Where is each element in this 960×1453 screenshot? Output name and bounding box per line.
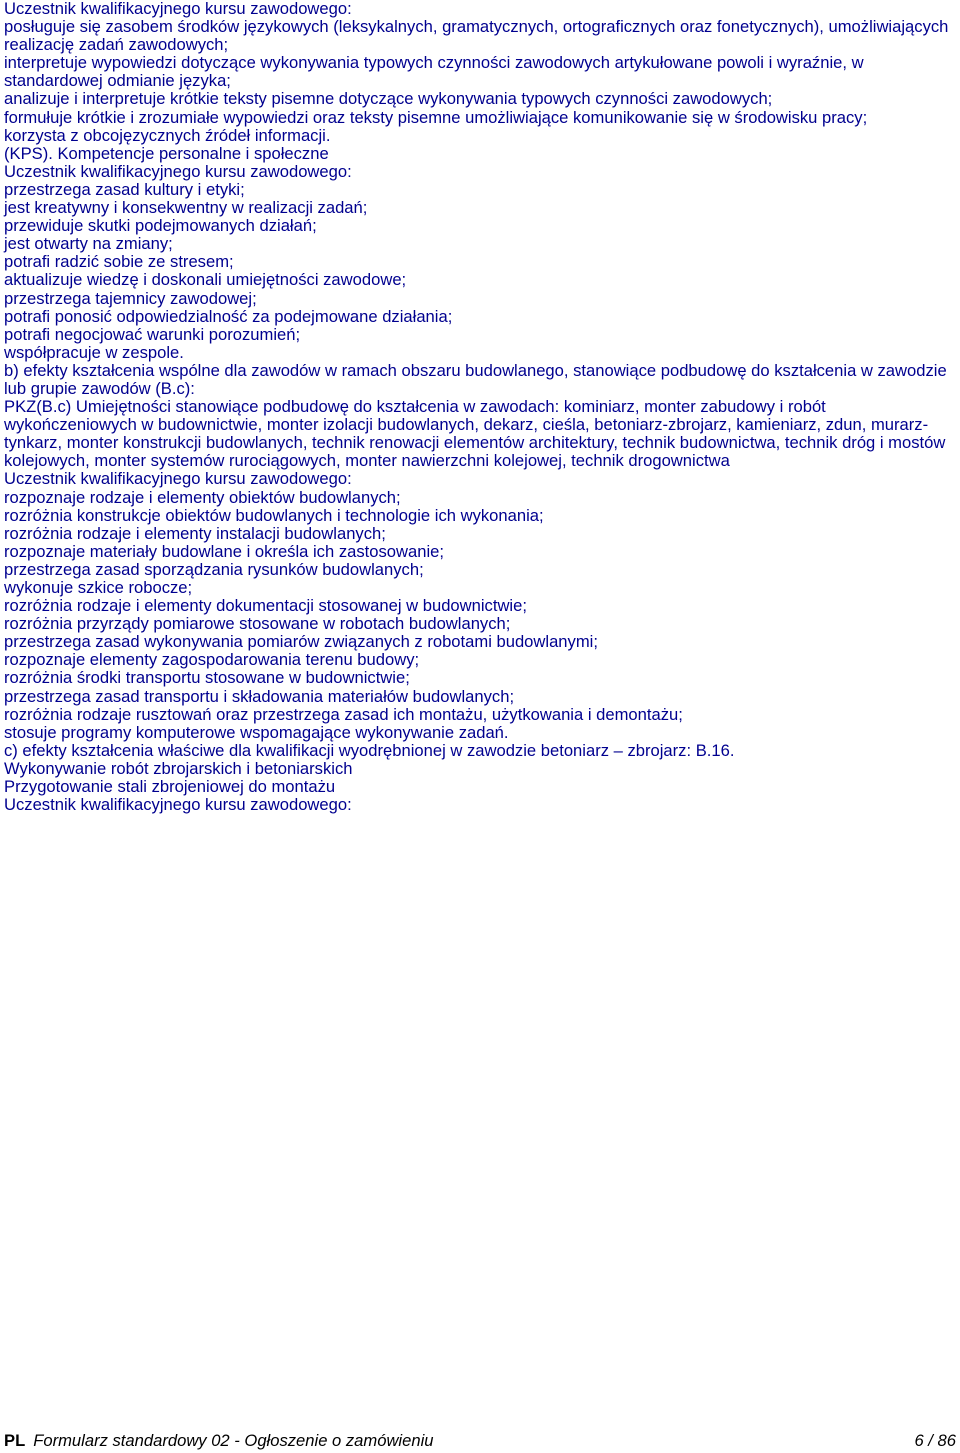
text-line: rozróżnia środki transportu stosowane w budownictwie; [4, 668, 410, 688]
text-line: interpretuje wypowiedzi dotyczące wykonywania typowych czynności zawodowych artykułowane powoli i wyraźnie, w standardowej odmianie języka; [4, 53, 864, 91]
text-line: stosuje programy komputerowe wspomagające wykonywanie zadań. [4, 722, 509, 742]
text-line: rozpoznaje materiały budowlane i określa ich zastosowanie; [4, 541, 444, 561]
text-line: przestrzega zasad transportu i składowania materiałów budowlanych; [4, 686, 515, 706]
text-line: korzysta z obcojęzycznych źródeł informacji. [4, 125, 331, 145]
text-line: rozróżnia konstrukcje obiektów budowlanych i technologie ich wykonania; [4, 505, 544, 525]
document-body [4, 0, 954, 814]
page-footer [4, 1431, 956, 1453]
text-line: analizuje i interpretuje krótkie teksty pisemne dotyczące wykonywania typowych czynności zawodowych; [4, 89, 773, 109]
text-line: jest otwarty na zmiany; [4, 234, 173, 254]
text-line: posługuje się zasobem środków językowych (leksykalnych, gramatycznych, ortograficznych oraz fonetycznych), umożliwiających realizację zadań zawodowych; [4, 17, 949, 55]
text-line: współpracuje w zespole. [4, 342, 184, 362]
text-line: Uczestnik kwalifikacyjnego kursu zawodowego: [4, 0, 352, 18]
text-line: przestrzega zasad wykonywania pomiarów związanych z robotami budowlanymi; [4, 632, 598, 652]
text-line: rozróżnia rodzaje rusztowań oraz przestrzega zasad ich montażu, użytkowania i demontażu; [4, 704, 683, 724]
text-line: rozróżnia rodzaje i elementy dokumentacji stosowanej w budownictwie; [4, 596, 527, 616]
section-heading: c) efekty kształcenia właściwe dla kwalifikacji wyodrębnionej w zawodzie betoniarz – zbrojarz: B.16. [4, 740, 735, 760]
text-line: przewiduje skutki podejmowanych działań; [4, 216, 317, 236]
section-heading: PKZ(B.c) Umiejętności stanowiące podbudowę do kształcenia w zawodach: kominiarz, monter zabudowy i robót wykończeniowych w budownictwie, monter izolacji budowlanych, dekarz, cieśla, betoniarz-zbrojarz, kamieniarz, zdun, murarz-tynkarz, monter konstrukcji budowlanych, technik renowacji elementów architektury, technik budownictwa, technik dróg i mostów kolejowych, monter systemów rurociągowych, monter nawierzchni kolejowej, technik drogownictwa [4, 397, 946, 471]
text-line: wykonuje szkice robocze; [4, 578, 193, 597]
text-line: potrafi negocjować warunki porozumień; [4, 324, 301, 344]
text-line: rozpoznaje rodzaje i elementy obiektów budowlanych; [4, 487, 401, 507]
section-heading: (KPS). Kompetencje personalne i społeczne [4, 143, 329, 163]
text-line: przestrzega tajemnicy zawodowej; [4, 288, 257, 308]
text-line: rozróżnia rodzaje i elementy instalacji budowlanych; [4, 523, 386, 543]
text-line: przestrzega zasad kultury i etyki; [4, 179, 245, 199]
language-code: PL [4, 1431, 26, 1450]
form-title: Formularz standardowy 02 - Ogłoszenie o zamówieniu [33, 1431, 434, 1450]
section-heading: Wykonywanie robót zbrojarskich i betoniarskich [4, 758, 353, 778]
text-line: formułuje krótkie i zrozumiałe wypowiedzi oraz teksty pisemne umożliwiające komunikowanie się w środowisku pracy; [4, 107, 868, 127]
text-line: potrafi radzić sobie ze stresem; [4, 252, 234, 272]
text-line: Uczestnik kwalifikacyjnego kursu zawodowego: [4, 795, 352, 815]
text-line: rozróżnia przyrządy pomiarowe stosowane w robotach budowlanych; [4, 614, 511, 634]
text-line: Uczestnik kwalifikacyjnego kursu zawodowego: [4, 469, 352, 489]
section-heading: Przygotowanie stali zbrojeniowej do montażu [4, 777, 336, 797]
text-line: przestrzega zasad sporządzania rysunków budowlanych; [4, 559, 424, 579]
text-line: rozpoznaje elementy zagospodarowania terenu budowy; [4, 650, 420, 670]
section-heading: b) efekty kształcenia wspólne dla zawodów w ramach obszaru budowlanego, stanowiące podbudowę do kształcenia w zawodzie lub grupie zawodów (B.c): [4, 360, 947, 398]
text-line: potrafi ponosić odpowiedzialność za podejmowane działania; [4, 306, 453, 326]
text-line: Uczestnik kwalifikacyjnego kursu zawodowego: [4, 161, 352, 181]
text-line: aktualizuje wiedzę i doskonali umiejętności zawodowe; [4, 270, 407, 290]
page-number: 6 / 86 [914, 1431, 956, 1450]
text-line: jest kreatywny i konsekwentny w realizacji zadań; [4, 198, 368, 218]
